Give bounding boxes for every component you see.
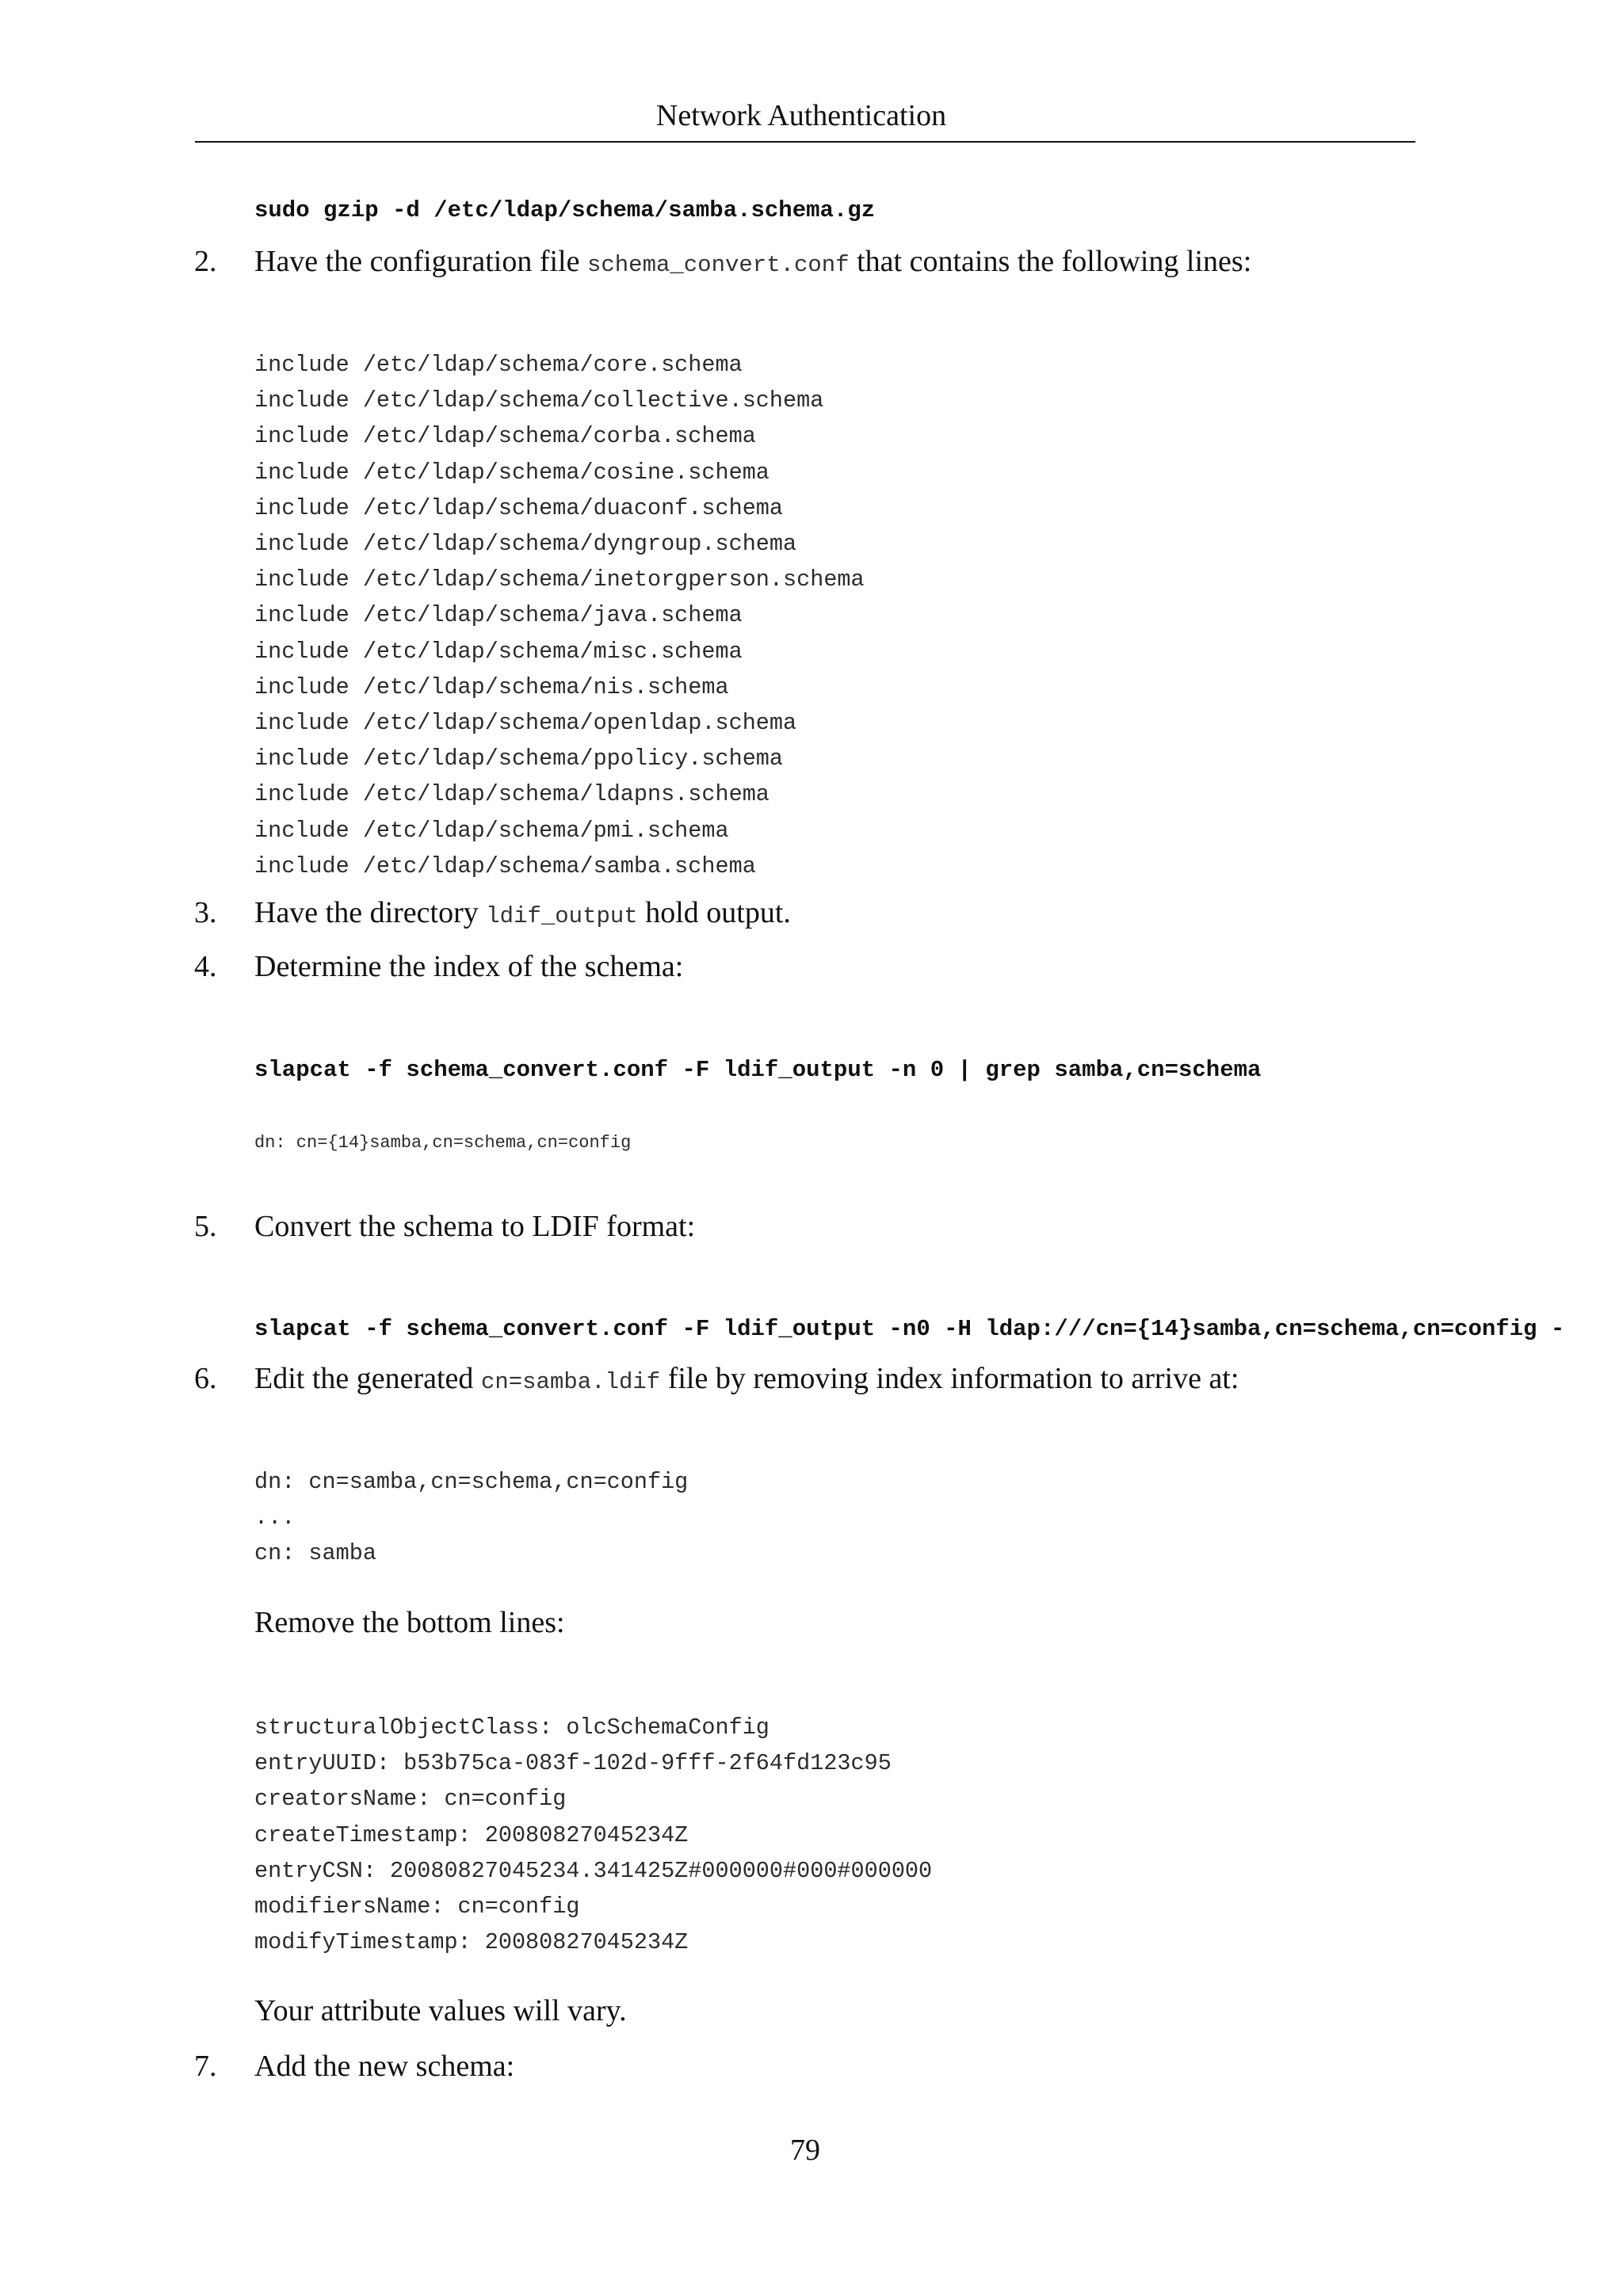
step-5-text: Convert the schema to LDIF format: (254, 1210, 696, 1243)
include-line: include /etc/ldap/schema/core.schema (254, 352, 743, 378)
step-2-filename: schema_convert.conf (586, 252, 850, 278)
remove-line: createTimestamp: 20080827045234Z (254, 1821, 689, 1848)
include-line: include /etc/ldap/schema/dyngroup.schema (254, 531, 797, 558)
include-line: include /etc/ldap/schema/cosine.schema (254, 459, 769, 486)
step-4-number: 4. (194, 950, 217, 983)
step-7-text: Add the new schema: (254, 2050, 515, 2083)
step-6-text (254, 1360, 1239, 1402)
ldif-line: cn: samba (254, 1540, 376, 1567)
slapcat-index-command: slapcat -f schema_convert.conf -F ldif_output -n 0 | grep samba,cn=schema (254, 1057, 1262, 1083)
remove-lines-block (254, 1710, 932, 1960)
step-2-number: 2. (194, 245, 217, 278)
include-code-block (254, 347, 865, 884)
step-3-text-before: Have the directory (254, 896, 487, 929)
step-2-text-after: that contains the following lines: (849, 245, 1252, 278)
step-3-text-after: hold output. (637, 896, 791, 929)
step-2-text (254, 242, 1251, 284)
remove-line: structuralObjectClass: olcSchemaConfig (254, 1714, 769, 1741)
include-line: include /etc/ldap/schema/inetorgperson.schema (254, 566, 865, 593)
step-6-text-after: file by removing index information to arrive at: (660, 1362, 1239, 1395)
page-number: 79 (790, 2134, 820, 2167)
include-line: include /etc/ldap/schema/collective.schema (254, 387, 824, 414)
step-3-dirname: ldif_output (486, 903, 638, 929)
include-line: include /etc/ldap/schema/ldapns.schema (254, 781, 769, 808)
include-line: include /etc/ldap/schema/ppolicy.schema (254, 746, 784, 772)
vary-note: Your attribute values will vary. (254, 1994, 627, 2027)
step-7-number: 7. (194, 2050, 217, 2083)
include-line: include /etc/ldap/schema/pmi.schema (254, 817, 729, 844)
include-line: include /etc/ldap/schema/misc.schema (254, 638, 743, 665)
index-output: dn: cn={14}samba,cn=schema,cn=config (254, 1133, 632, 1153)
step-2-text-before: Have the configuration file (254, 245, 587, 278)
gzip-command: sudo gzip -d /etc/ldap/schema/samba.schema.gz (254, 197, 876, 223)
include-line: include /etc/ldap/schema/openldap.schema (254, 710, 797, 737)
ldif-result-block (254, 1464, 688, 1572)
step-3-number: 3. (194, 896, 217, 929)
remove-line: entryCSN: 20080827045234.341425Z#000000#000#000000 (254, 1857, 933, 1884)
ldif-line: ... (254, 1505, 296, 1531)
step-3-text (254, 894, 791, 936)
include-line: include /etc/ldap/schema/corba.schema (254, 423, 756, 450)
include-line: include /etc/ldap/schema/samba.schema (254, 852, 756, 879)
step-4-text: Determine the index of the schema: (254, 950, 684, 983)
remove-intro: Remove the bottom lines: (254, 1606, 565, 1639)
include-line: include /etc/ldap/schema/duaconf.schema (254, 494, 784, 521)
step-6-text-before: Edit the generated (254, 1362, 481, 1395)
remove-line: modifyTimestamp: 20080827045234Z (254, 1929, 689, 1956)
include-line: include /etc/ldap/schema/nis.schema (254, 673, 729, 700)
ldif-line: dn: cn=samba,cn=schema,cn=config (254, 1469, 689, 1495)
step-5-number: 5. (194, 1210, 217, 1243)
remove-line: creatorsName: cn=config (254, 1786, 567, 1813)
step-6-number: 6. (194, 1362, 217, 1395)
include-line: include /etc/ldap/schema/java.schema (254, 602, 743, 629)
step-6-filename: cn=samba.ldif (480, 1369, 661, 1395)
remove-line: modifiersName: cn=config (254, 1894, 580, 1920)
slapcat-convert-command: slapcat -f schema_convert.conf -F ldif_output -n0 -H ldap:///cn={14}samba,cn=schema,cn=config - (254, 1316, 1565, 1342)
running-header: Network Authentication (655, 99, 947, 132)
header-divider (195, 141, 1415, 143)
remove-line: entryUUID: b53b75ca-083f-102d-9fff-2f64fd123c95 (254, 1750, 892, 1777)
